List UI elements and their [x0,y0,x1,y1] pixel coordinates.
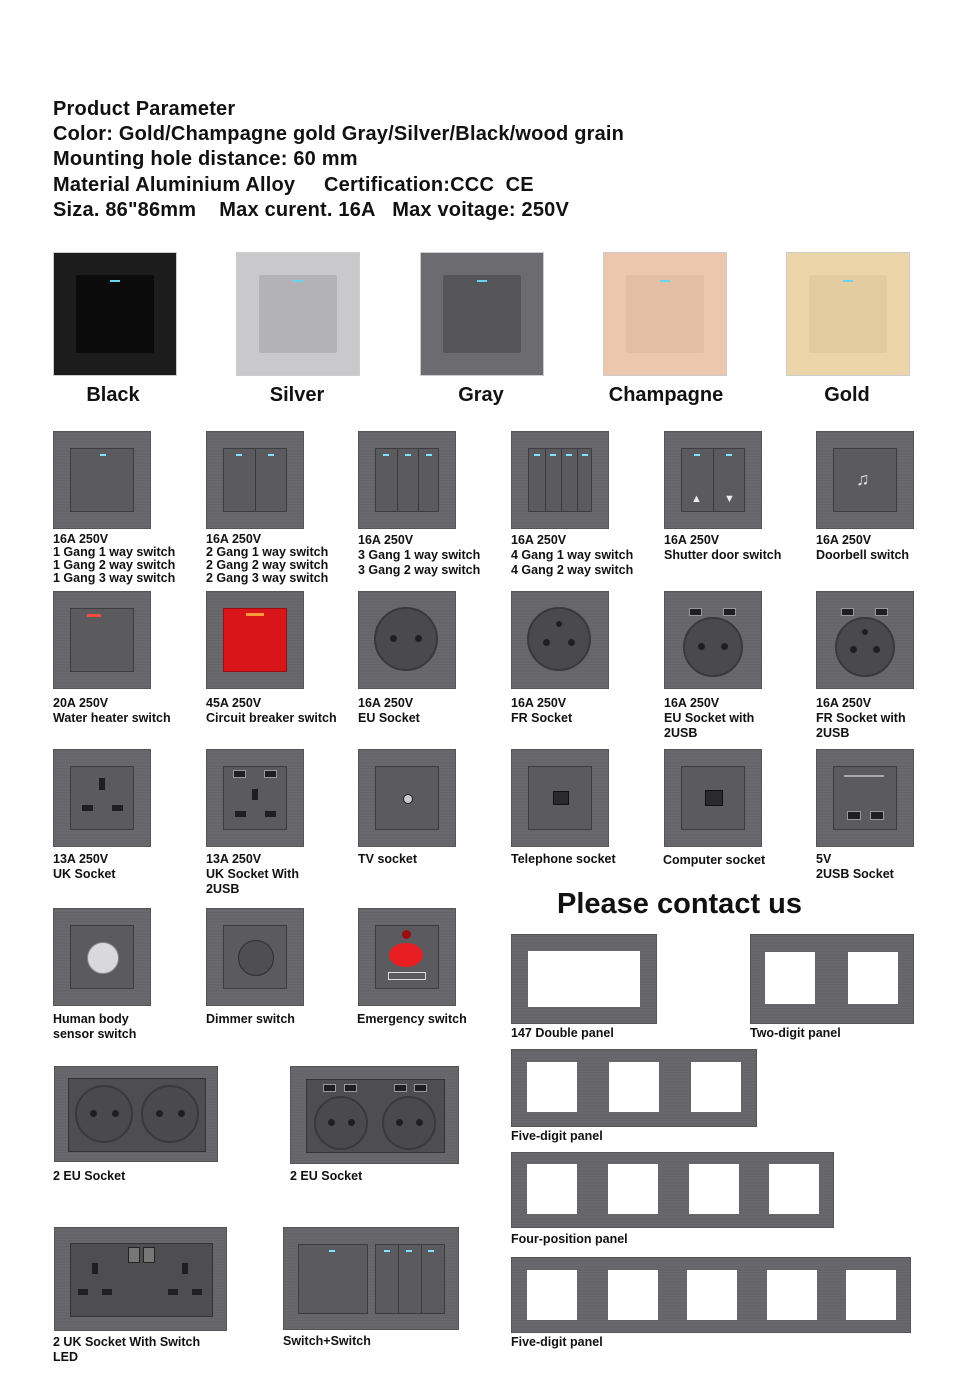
plate-4gang-switch [511,431,609,529]
caption-eu-socket-usb: 16A 250V EU Socket with 2USB [664,696,755,740]
color-label-champagne: Champagne [608,384,724,406]
caption-uk-socket-usb: 13A 250V UK Socket With 2USB [206,852,299,896]
plate-3gang-switch [358,431,456,529]
plate-2-eu-socket-usb [290,1066,459,1164]
plate-eu-socket [358,591,456,689]
contact-heading: Please contact us [557,888,802,920]
caption-dimmer-switch: Dimmer switch [206,1012,295,1026]
swatch-gold [786,252,910,376]
plate-eu-socket-usb [664,591,762,689]
plate-uk-socket-usb [206,749,304,847]
plate-fr-socket-usb [816,591,914,689]
caption-emergency-switch: Emergency switch [357,1012,467,1026]
param-material: Material Aluminium Alloy Certification:CCC CE [53,174,534,196]
caption-telephone-socket: Telephone socket [511,852,616,866]
plate-switch-switch [283,1227,459,1330]
arrow-up-icon: ▲ [691,493,702,505]
plate-2-uk-socket-switch [54,1227,227,1331]
panel-five-digit [511,1257,911,1333]
caption-2-eu-socket-1: 2 EU Socket [53,1169,126,1183]
param-title: Product Parameter [53,98,236,120]
plate-water-heater [53,591,151,689]
caption-eu-socket: 16A 250V EU Socket [358,696,420,725]
plate-2gang-switch [206,431,304,529]
caption-sensor-switch: Human body sensor switch [53,1012,137,1041]
caption-tv-socket: TV socket [358,852,418,866]
caption-2gang: 16A 250V 2 Gang 1 way switch 2 Gang 2 way switch 2 Gang 3 way switch [206,532,329,585]
plate-uk-socket [53,749,151,847]
panel-three-position [511,1049,757,1127]
param-size: Siza. 86"86mm Max curent. 16A Max voitage: 250V [53,199,570,221]
plate-2usb-socket [816,749,914,847]
param-color: Color: Gold/Champagne gold Gray/Silver/Black/wood grain [53,123,625,145]
arrow-down-icon: ▼ [724,493,735,505]
plate-1gang-switch [53,431,151,529]
caption-3gang: 16A 250V 3 Gang 1 way switch 3 Gang 2 way switch [358,533,481,577]
caption-doorbell: 16A 250V Doorbell switch [816,533,910,562]
plate-shutter-switch [664,431,762,529]
caption-four-position: Four-position panel [511,1232,628,1246]
caption-water-heater: 20A 250V Water heater switch [53,696,171,725]
caption-circuit-breaker: 45A 250V Circuit breaker switch [206,696,337,725]
color-label-gold: Gold [824,384,870,406]
plate-sensor-switch [53,908,151,1006]
plate-2-eu-socket [54,1066,218,1162]
swatch-gray [420,252,544,376]
caption-computer-socket: Computer socket [663,853,766,867]
plate-emergency-switch [358,908,456,1006]
caption-2-uk-socket-switch: 2 UK Socket With Switch LED [53,1335,201,1364]
caption-switch-switch: Switch+Switch [283,1334,371,1348]
panel-147-double [511,934,657,1024]
caption-2usb-socket: 5V 2USB Socket [816,852,894,881]
bell-icon: ♫ [856,469,870,489]
swatch-silver [236,252,360,376]
panel-two-digit [750,934,914,1024]
caption-fr-socket-usb: 16A 250V FR Socket with 2USB [816,696,906,740]
caption-uk-socket: 13A 250V UK Socket [53,852,116,881]
plate-dimmer-switch [206,908,304,1006]
plate-tv-socket [358,749,456,847]
param-mounting: Mounting hole distance: 60 mm [53,148,358,170]
plate-doorbell-switch [816,431,914,529]
swatch-champagne [603,252,727,376]
color-label-gray: Gray [458,384,504,406]
plate-telephone-socket [511,749,609,847]
plate-fr-socket [511,591,609,689]
caption-4gang: 16A 250V 4 Gang 1 way switch 4 Gang 2 way switch [511,533,634,577]
caption-five-digit-1: Five-digit panel [511,1129,603,1143]
panel-four-position [511,1152,834,1228]
caption-1gang: 16A 250V 1 Gang 1 way switch 1 Gang 2 way switch 1 Gang 3 way switch [53,532,176,585]
caption-two-digit: Two-digit panel [750,1026,841,1040]
swatch-black [53,252,177,376]
plate-circuit-breaker [206,591,304,689]
color-label-silver: Silver [269,384,325,406]
caption-shutter: 16A 250V Shutter door switch [664,533,782,562]
caption-147-double: 147 Double panel [511,1026,614,1040]
plate-computer-socket [664,749,762,847]
caption-2-eu-socket-2: 2 EU Socket [290,1169,363,1183]
caption-five-digit-2: Five-digit panel [511,1335,603,1349]
color-label-black: Black [86,384,140,406]
caption-fr-socket: 16A 250V FR Socket [511,696,573,725]
